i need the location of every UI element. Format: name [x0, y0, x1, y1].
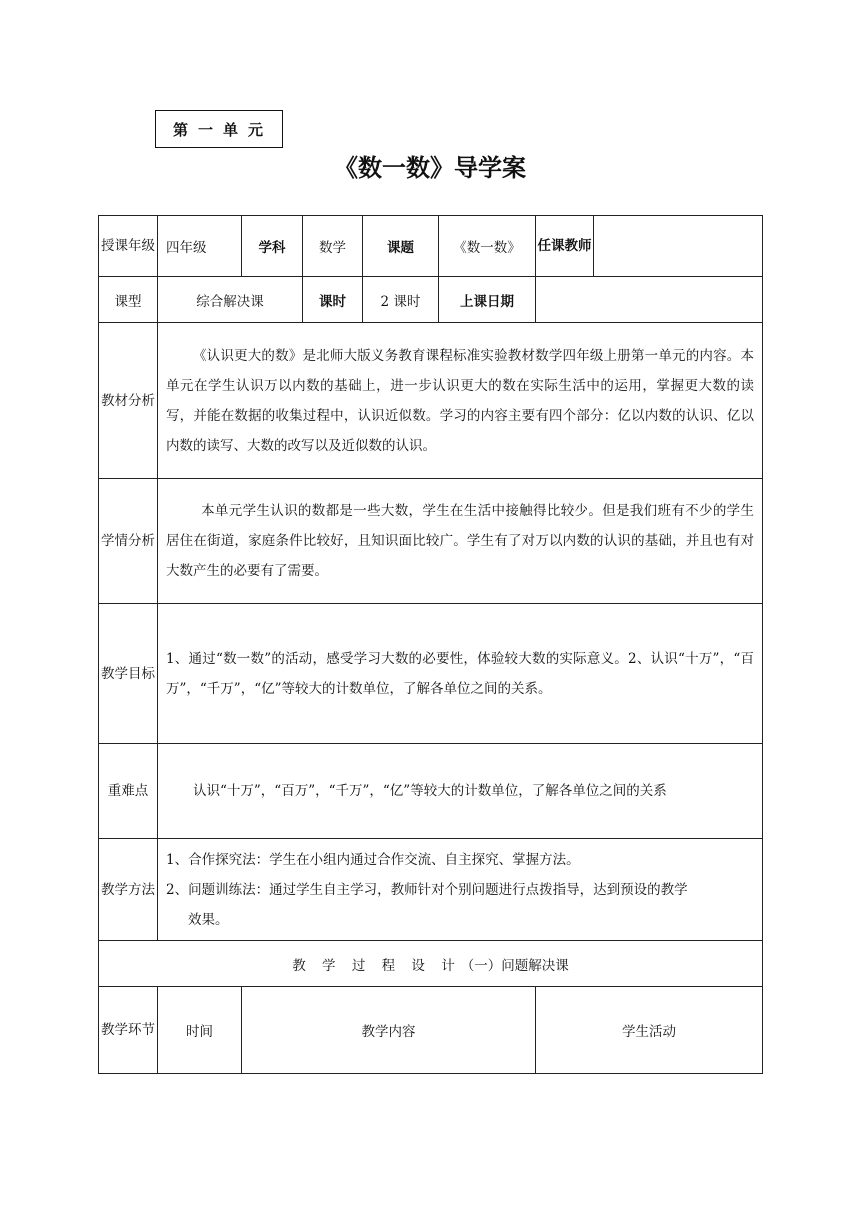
topic-label: 课题 — [363, 216, 439, 277]
method-item-1: 1、合作探究法：学生在小组内通过合作交流、自主探究、掌握方法。 — [166, 851, 580, 868]
process-heading: 教 学 过 程 设 计（一）问题解决课 — [99, 941, 763, 987]
topic-value: 《数一数》 — [439, 216, 536, 277]
unit-label: 第一单元 — [155, 110, 283, 148]
col-stage: 教学环节 — [99, 987, 158, 1074]
material-text: 《认识更大的数》是北师大版义务教育课程标准实验教材数学四年级上册第一单元的内容。本单元在学生认识万以内数的基础上，进一步认识更大的数在实际生活中的运用，掌握更大数的读写，并能在数据的收集过程中，认识近似数。学习的内容主要有四个部分：亿以内数的认识、亿以内数的读写、大数的改写以及近似数的认识。 — [158, 323, 763, 479]
goal-label: 教学目标 — [99, 604, 158, 744]
type-value: 综合解决课 — [158, 277, 303, 323]
process-header-row — [99, 987, 763, 1074]
hours-label: 课时 — [303, 277, 363, 323]
process-heading-row — [99, 941, 763, 987]
col-activity: 学生活动 — [536, 987, 763, 1074]
date-value — [536, 277, 763, 323]
key-row — [99, 744, 763, 839]
material-label: 教材分析 — [99, 323, 158, 479]
subject-label: 学科 — [242, 216, 303, 277]
method-label: 教学方法 — [99, 839, 158, 941]
info-row-2 — [99, 277, 763, 323]
grade-value: 四年级 — [158, 216, 242, 277]
method-cell — [158, 839, 763, 941]
grade-label: 授课年级 — [99, 216, 158, 277]
student-row — [99, 479, 763, 604]
method-item-2-cont: 效果。 — [188, 911, 229, 928]
method-row — [99, 839, 763, 941]
key-label: 重难点 — [99, 744, 158, 839]
teacher-label: 任课教师 — [536, 216, 594, 277]
col-time: 时间 — [158, 987, 242, 1074]
subject-value: 数学 — [303, 216, 363, 277]
document-title: 《数一数》导学案 — [334, 154, 526, 182]
info-row-1 — [99, 216, 763, 277]
lesson-plan-table — [98, 215, 763, 1074]
material-row — [99, 323, 763, 479]
goal-row — [99, 604, 763, 744]
date-label: 上课日期 — [439, 277, 536, 323]
goal-text: 1、通过“数一数”的活动，感受学习大数的必要性，体验较大数的实际意义。2、认识“十万”，“百万”，“千万”，“亿”等较大的计数单位，了解各单位之间的关系。 — [158, 604, 763, 744]
col-content: 教学内容 — [242, 987, 536, 1074]
key-text: 认识“十万”，“百万”，“千万”，“亿”等较大的计数单位，了解各单位之间的关系 — [158, 744, 763, 839]
student-text: 本单元学生认识的数都是一些大数，学生在生活中接触得比较少。但是我们班有不少的学生居住在街道，家庭条件比较好，且知识面比较广。学生有了对万以内数的认识的基础，并且也有对大数产生的必要有了需要。 — [158, 479, 763, 604]
method-item-2: 2、问题训练法：通过学生自主学习，教师针对个别问题进行点拨指导，达到预设的教学 — [166, 881, 688, 898]
student-label: 学情分析 — [99, 479, 158, 604]
hours-value: 2 课时 — [363, 277, 439, 323]
type-label: 课型 — [99, 277, 158, 323]
teacher-value — [594, 216, 763, 277]
